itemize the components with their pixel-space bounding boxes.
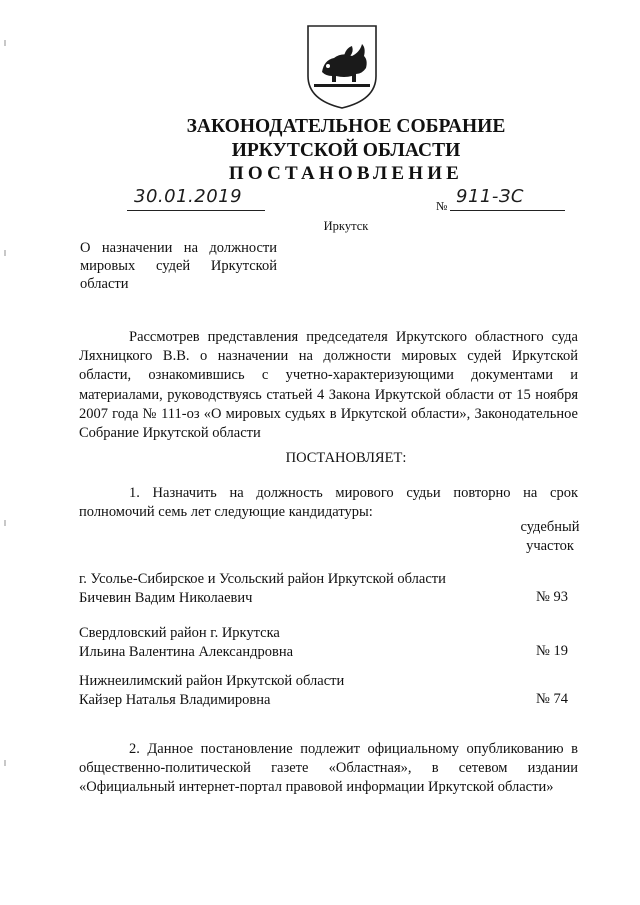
candidate-name: Кайзер Наталья Владимировна (79, 692, 271, 708)
date-underline (127, 209, 265, 211)
candidate-name: Бичевин Вадим Николаевич (79, 590, 253, 606)
document-subject: О назначении на должности мировых судей Иркутской области (80, 240, 277, 292)
candidate-section-number: № 74 (536, 691, 568, 707)
item-1-paragraph: 1. Назначить на должность мирового судьи повторно на срок полномочий семь лет следующие кандидатуры: (79, 485, 578, 521)
document-type-title: ПОСТАНОВЛЕНИЕ (228, 163, 464, 184)
city-name: Иркутск (323, 219, 369, 233)
coat-of-arms-icon (302, 22, 382, 110)
candidate-district: Нижнеилимский район Иркутской области (79, 673, 345, 689)
scan-mark (4, 250, 6, 256)
handwritten-date: 30.01.2019 (134, 186, 243, 207)
number-underline (450, 209, 565, 211)
candidate-section-number: № 19 (536, 643, 568, 659)
number-sign: № (436, 199, 448, 213)
decree-word: ПОСТАНОВЛЯЕТ: (285, 450, 407, 466)
handwritten-number: 911-ЗС (456, 186, 524, 207)
candidate-district: г. Усолье-Сибирское и Усольский район Иркутской области (79, 571, 446, 587)
section-column-header: судебный участок (520, 519, 580, 554)
header-title-line1: ЗАКОНОДАТЕЛЬНОЕ СОБРАНИЕ (186, 116, 506, 137)
scan-mark (4, 520, 6, 526)
preamble-paragraph: Рассмотрев представления председателя Иркутского областного суда Ляхницкого В.В. о назначении на должности мировых судей Иркутской области, ознакомившись с учетно-характеризующими документами и материалами, руководствуясь статьей 4 Закона Иркутской области от 15 ноября 2007 года № 111-оз «О мировых судьях в Иркутской области», Законодательное Собрание Иркутской области (79, 329, 578, 442)
scan-mark (4, 760, 6, 766)
candidate-district: Свердловский район г. Иркутска (79, 625, 280, 641)
scan-mark (4, 40, 6, 46)
header-title-line2: ИРКУТСКОЙ ОБЛАСТИ (231, 140, 461, 161)
candidate-name: Ильина Валентина Александровна (79, 644, 294, 660)
item-2-paragraph: 2. Данное постановление подлежит официальному опубликованию в общественно-политической газете «Областная», в сетевом издании «Официальный интернет-портал правовой информации Иркутской области» (79, 741, 578, 796)
candidate-section-number: № 93 (536, 589, 568, 605)
